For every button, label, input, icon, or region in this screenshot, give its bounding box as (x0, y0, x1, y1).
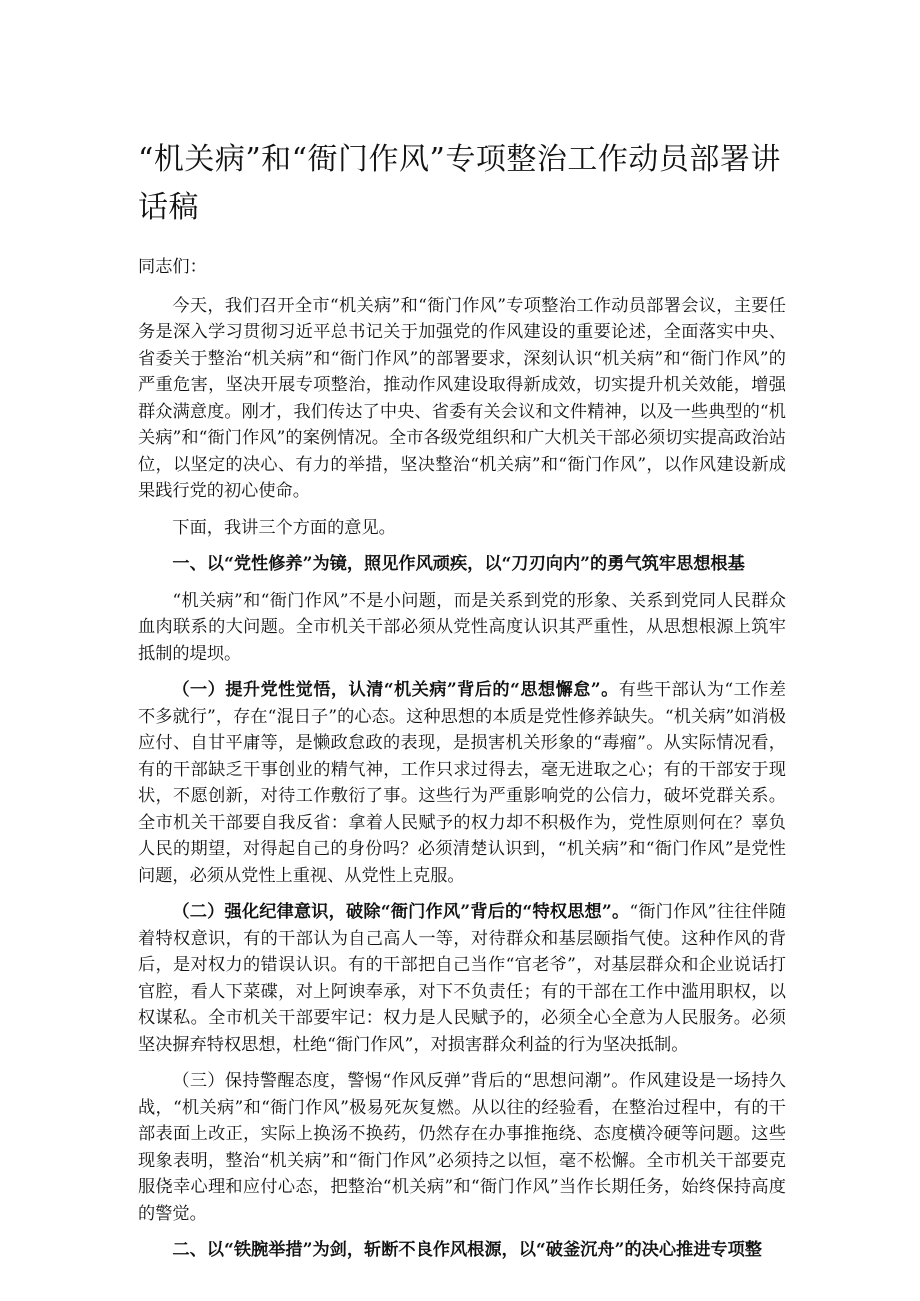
section-2-heading: 二、以“铁腕举措”为剑，斩断不良作风根源，以“破釜沉舟”的决心推进专项整 (172, 1240, 762, 1260)
subsection-3-body: 作风建设是一场持久战，“机关病”和“衙门作风”极易死灰复燃。从以往的经验看，在整治过程中，有的干部表面上改正，实际上换汤不换药，仍然存在办事推拖绕、态度横冷硬等问题。这些现象表明，整治“机关病”和“衙门作风”必须持之以恒，毫不松懈。全市机关干部要克服侥幸心理和应付心态，把整治“机关病”和“衙门作风”当作长期任务，始终保持高度的警觉。 (138, 1071, 786, 1224)
document-page (138, 136, 786, 1274)
subsection-2-body: “衙门作风”往往伴随着特权意识，有的干部认为自己高人一等，对待群众和基层颐指气使。这种作风的背后，是对权力的错误认识。有的干部把自己当作“官老爷”，对基层群众和企业说话打官腔，看人下菜碟，对上阿谀奉承，对下不负责任；有的干部在工作中滥用职权，以权谋私。全市机关干部要牢记：权力是人民赋予的，必须全心全意为人民服务。必须坚决摒弃特权思想，杜绝“衙门作风”，对损害群众利益的行为坚决抵制。 (138, 902, 787, 1055)
intro-paragraph: 今天，我们召开全市“机关病”和“衙门作风”专项整治工作动员部署会议，主要任务是深入学习贯彻习近平总书记关于加强党的作风建设的重要论述，全面落实中央、省委关于整治“机关病”和“衙门作风”的部署要求，深刻认识“机关病”和“衙门作风”的严重危害，坚决开展专项整治，推动作风建设取得新成效，切实提升机关效能，增强群众满意度。刚才，我们传达了中央、省委有关会议和文件精神，以及一些典型的“机关病”和“衙门作风”的案例情况。全市各级党组织和广大机关干部必须切实提高政治站位，以坚定的决心、有力的举措，坚决整治“机关病”和“衙门作风”，以作风建设新成果践行党的初心使命。 (138, 295, 786, 501)
subsection-1-paragraph (138, 677, 786, 889)
transition-paragraph: 下面，我讲三个方面的意见。 (172, 517, 396, 538)
subsection-1-heading: （一）提升党性觉悟，认清“机关病”背后的“思想懈怠”。 (172, 680, 619, 700)
section-1-heading: 一、以“党性修养”为镜，照见作风顽疾，以“刀刃向内”的勇气筑牢思想根基 (172, 554, 745, 574)
subsection-2-heading: （二）强化纪律意识，破除“衙门作风”背后的“特权思想”。 (172, 902, 630, 922)
salutation: 同志们： (138, 257, 207, 277)
subsection-3-heading: （三）保持警醒态度，警惕“作风反弹”背后的“思想问潮”。 (172, 1071, 629, 1091)
subsection-3-paragraph (138, 1068, 786, 1227)
section-1-intro: “机关病”和“衙门作风”不是小问题，而是关系到党的形象、关系到党同人民群众血肉联系的大问题。全市机关干部必须从党性高度认识其严重性，从思想根源上筑牢抵制的堤坝。 (138, 590, 786, 664)
subsection-1-body: 有些干部认为“工作差不多就行”，存在“混日子”的心态。这种思想的本质是党性修养缺失。“机关病”如消极应付、自甘平庸等，是懒政怠政的表现，是损害机关形象的“毒瘤”。从实际情况看，有的干部缺乏干事创业的精气神，工作只求过得去，毫无进取之心；有的干部安于现状，不愿创新，对待工作敷衍了事。这些行为严重影响党的公信力，破坏党群关系。全市机关干部要自我反省：拿着人民赋予的权力却不积极作为，党性原则何在？辜负人民的期望，对得起自己的身份吗？必须清楚认识到，“机关病”和“衙门作风”是党性问题，必须从党性上重视、从党性上克服。 (138, 680, 786, 886)
subsection-2-paragraph (138, 899, 786, 1058)
document-title: “机关病”和“衙门作风”专项整治工作动员部署讲话稿 (138, 142, 781, 225)
